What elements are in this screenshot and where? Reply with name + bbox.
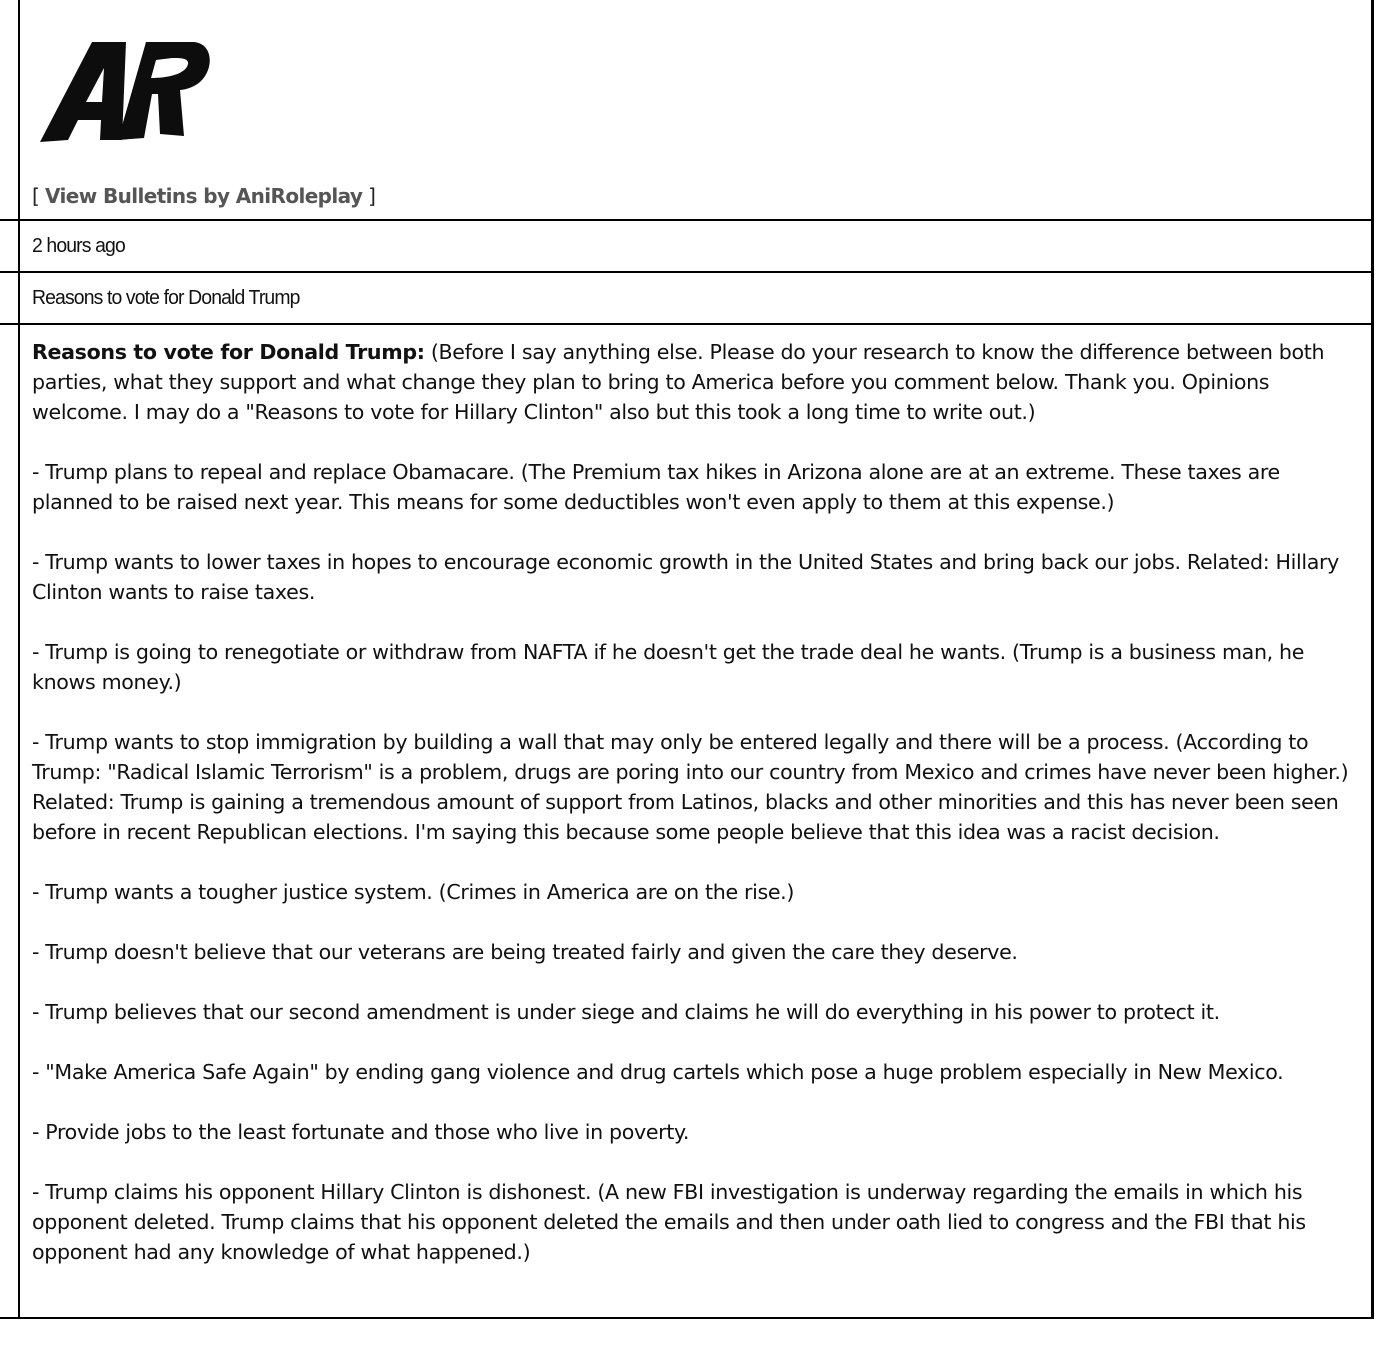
post-timestamp: 2 hours ago xyxy=(32,235,125,257)
timestamp-row xyxy=(0,220,1373,272)
body-row xyxy=(0,324,1373,1318)
point-paragraph: - Trump believes that our second amendment is under siege and claims he will do everything in his power to protect it. xyxy=(32,1000,1220,1024)
post-body xyxy=(19,324,1373,1318)
point-paragraph: - Trump wants a tougher justice system. (Crimes in America are on the rise.) xyxy=(32,880,795,904)
subject-row xyxy=(0,272,1373,324)
view-bulletins-line xyxy=(32,184,375,208)
point-paragraph: - Trump doesn't believe that our veterans are being treated fairly and given the care they deserve. xyxy=(32,940,1018,964)
intro-paragraph xyxy=(32,337,1361,427)
point-paragraph: - Trump wants to stop immigration by building a wall that may only be entered legally and there will be a process. (According to Trump: "Radical Islamic Terrorism" is a problem, drugs are poring into our country from Mexico and crimes have never been higher.) Related: Trump is gaining a tremendous amount of support from Latinos, blacks and other minorities and this has never been seen before in recent Republican elections. I'm saying this because some people believe that this idea was a racist decision. xyxy=(32,730,1349,844)
gutter-cell xyxy=(0,324,19,1318)
point-paragraph: - Provide jobs to the least fortunate and those who live in poverty. xyxy=(32,1120,690,1144)
point-paragraph: - Trump wants to lower taxes in hopes to encourage economic growth in the United States and bring back our jobs. Related: Hillary Clinton wants to raise taxes. xyxy=(32,550,1339,604)
open-bracket: [ xyxy=(32,184,40,208)
ar-logo-icon xyxy=(34,36,214,148)
close-bracket: ] xyxy=(368,184,376,208)
author-cell xyxy=(19,0,1373,220)
view-bulletins-link[interactable]: View Bulletins by AniRoleplay xyxy=(44,184,363,208)
bulletin-header-row xyxy=(0,0,1373,220)
point-paragraph: - Trump is going to renegotiate or withdraw from NAFTA if he doesn't get the trade deal he wants. (Trump is a business man, he knows money.) xyxy=(32,640,1305,694)
post-subject: Reasons to vote for Donald Trump xyxy=(32,287,300,309)
intro-text: (Before I say anything else. Please do your research to know the difference between both parties, what they support and what change they plan to bring to America before you comment below. Thank you. Opinions welcome. I may do a "Reasons to vote for Hillary Clinton" also but this took a long time to write out.) xyxy=(32,340,1325,424)
intro-heading: Reasons to vote for Donald Trump: xyxy=(32,340,425,364)
point-paragraph: - Trump claims his opponent Hillary Clinton is dishonest. (A new FBI investigation is underway regarding the emails in which his opponent deleted. Trump claims that his opponent deleted the emails and then under oath lied to congress and the FBI that his opponent had any knowledge of what happened.) xyxy=(32,1180,1306,1264)
point-paragraph: - "Make America Safe Again" by ending gang violence and drug cartels which pose a huge problem especially in New Mexico. xyxy=(32,1060,1284,1084)
timestamp-cell xyxy=(19,220,1373,272)
gutter-cell xyxy=(0,0,19,220)
subject-cell xyxy=(19,272,1373,324)
point-paragraph: - Trump plans to repeal and replace Obamacare. (The Premium tax hikes in Arizona alone are at an extreme. These taxes are planned to be raised next year. This means for some deductibles won't even apply to them at this expense.) xyxy=(32,460,1280,514)
gutter-cell xyxy=(0,220,19,272)
gutter-cell xyxy=(0,272,19,324)
